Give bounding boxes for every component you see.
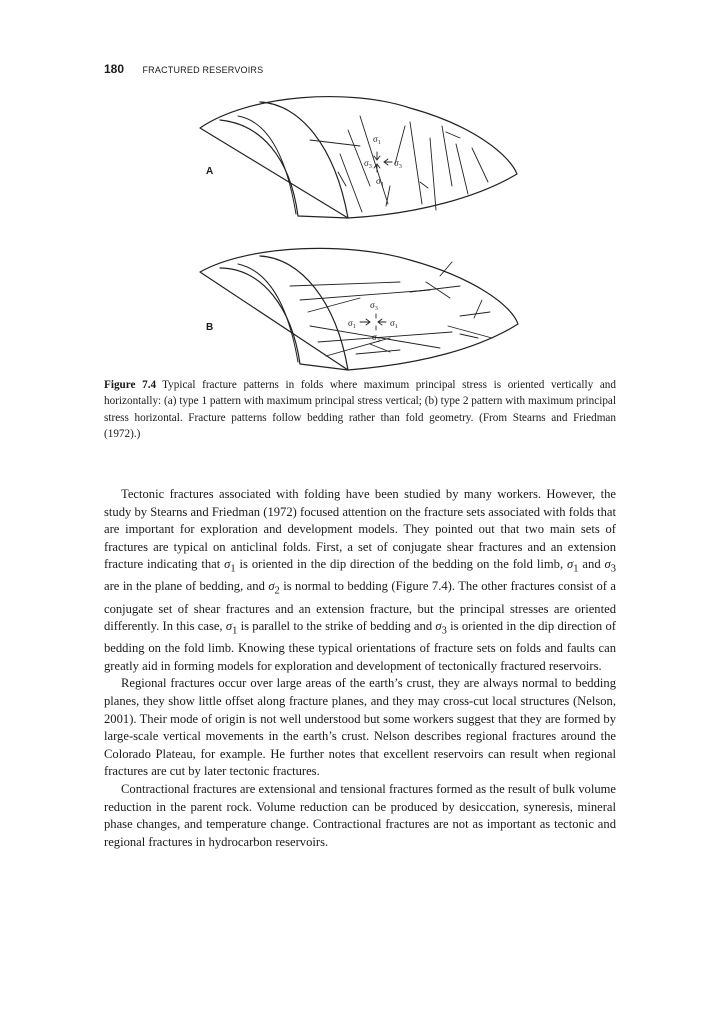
running-head: FRACTURED RESERVOIRS bbox=[142, 65, 264, 75]
paragraph-text: is oriented in the dip direction of the bedding on the fold limb, bbox=[235, 557, 568, 572]
sigma3-bottom-label-b: $\sigma_3$ bbox=[372, 332, 380, 344]
paragraph-regional: Regional fractures occur over large areas of the earth’s crust, they are always normal to bedding planes, they show little offset along fracture planes, and they may cross-cut local structures (Nelson, 2001). Their mode of origin is not well understood but some workers suggest that they are formed by large-scale vertical movements in the earth’s crust. Nelson describes regional fractures around the Colorado Plateau, for example. He further notes that excellent reservoirs can result when regional fractures are cut by later tectonic fractures. bbox=[104, 676, 616, 779]
paragraph-text: is normal to bedding (Figure 7.4). The other fractures consist of a conjugate set of shear fractures and an extension fracture, but the principal stresses are oriented differently. In this case, bbox=[104, 579, 616, 634]
paragraph-text: is oriented in the dip direction of bedding on the fold limb. Knowing these typical orientations of fracture sets on folds and faults can greatly aid in forming models for exploration and development of tectonically fractured reservoirs. bbox=[104, 619, 616, 673]
figure-caption-text: Typical fracture patterns in folds where maximum principal stress is oriented vertically and horizontally: (a) type 1 pattern with maximum principal stress vertical; (b) type 2 pattern with maximum principal stress horizontal. Fracture patterns follow bedding rather than fold geometry. (From Stearns and Friedman (1972).) bbox=[104, 379, 616, 440]
figure-caption bbox=[104, 377, 616, 442]
sigma-subscript: 1 bbox=[232, 625, 238, 637]
sigma-subscript: 1 bbox=[573, 563, 579, 575]
sigma1-right-label-b: $\sigma_1$ bbox=[390, 318, 398, 330]
stress-arrows-b bbox=[360, 314, 386, 330]
sigma1-bottom-label-a: $\sigma_1$ bbox=[376, 176, 384, 188]
sigma3-right-label-a: $\sigma_3$ bbox=[394, 158, 402, 170]
page-header bbox=[104, 60, 263, 78]
sigma-symbol: σ bbox=[435, 619, 442, 634]
panel-a-label: A bbox=[206, 166, 214, 177]
sigma-symbol: σ bbox=[268, 579, 275, 594]
sigma-subscript: 3 bbox=[610, 563, 616, 575]
sigma-subscript: 1 bbox=[230, 563, 236, 575]
paragraph-tectonic bbox=[104, 486, 616, 675]
page-number: 180 bbox=[104, 62, 125, 76]
paragraph-text: are in the plane of bedding, and bbox=[104, 579, 269, 594]
sigma-symbol: σ bbox=[224, 557, 231, 572]
body-text bbox=[104, 486, 616, 851]
paragraph-text: Tectonic fractures associated with folding have been studied by many workers. However, the study by Stearns and Friedman (1972) focused attention on the fracture sets associated with folds that are important for exploration and development models. They pointed out that two main sets of fractures are typical on anticlinal folds. First, a set of conjugate shear fractures and an extension fracture indicating that bbox=[104, 487, 616, 572]
stress-arrows-a bbox=[374, 152, 392, 172]
sigma-subscript: 3 bbox=[441, 625, 447, 637]
sigma-symbol: σ bbox=[225, 619, 233, 634]
sigma-symbol: σ bbox=[567, 557, 574, 572]
sigma-subscript: 2 bbox=[274, 586, 280, 597]
panel-b-label: B bbox=[206, 322, 214, 333]
sigma1-top-label-a: $\sigma_1$ bbox=[373, 134, 381, 146]
fracture-lines-b bbox=[290, 262, 492, 356]
paragraph-text: is parallel to the strike of bedding and bbox=[237, 619, 436, 634]
fold-fracture-figure bbox=[190, 86, 530, 372]
paragraph-text: and bbox=[578, 557, 605, 572]
sigma1-left-label-b: $\sigma_1$ bbox=[348, 318, 356, 330]
sigma3-left-label-a: $\sigma_3$ bbox=[364, 158, 372, 170]
figure-caption-label: Figure 7.4 bbox=[104, 379, 157, 391]
sigma-symbol: σ bbox=[604, 557, 611, 572]
fold-block-b bbox=[200, 248, 518, 370]
sigma3-top-label-b: $\sigma_3$ bbox=[370, 300, 378, 312]
paragraph-contractional: Contractional fractures are extensional and tensional fractures formed as the result of bulk volume reduction in the parent rock. Volume reduction can be produced by desiccation, syneresis, mineral phase changes, and temperature change. Contractional fractures are not as important as tectonic and regional fractures in hydrocarbon reservoirs. bbox=[104, 782, 616, 849]
